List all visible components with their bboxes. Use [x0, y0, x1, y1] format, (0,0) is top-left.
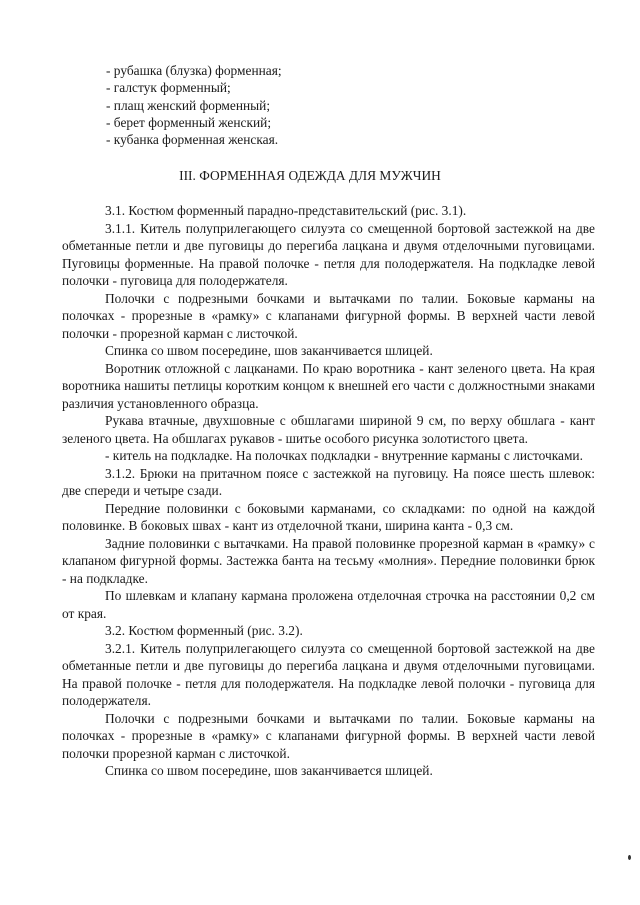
document-body: [62, 202, 595, 780]
paragraph: Передние половинки с боковыми карманами, со складками: по одной на каждой половинке. В боковых швах - кант из отделочной ткани, ширина канта - 0,3 см.: [62, 500, 595, 533]
list-item: - рубашка (блузка) форменная;: [106, 63, 282, 78]
scan-speck: [628, 855, 631, 860]
paragraph: 3.1.1. Китель полуприлегающего силуэта со смещенной бортовой застежкой на две обметанные петли и две пуговицы до перегиба лацкана и двумя отделочными пуговицами. Пуговицы форменные. На правой полочке - петля для полодержателя. На подкладке левой полочки - пуговица для полодержателя.: [62, 220, 595, 288]
list-item: - плащ женский форменный;: [106, 97, 271, 113]
paragraph: 3.2.1. Китель полуприлегающего силуэта со смещенной бортовой застежкой на две обметанные петли и две пуговицы до перегиба лацкана и двумя отделочными пуговицами. На правой полочке - петля для полодержателя. На подкладке левой полочки - пуговица для полодержателя.: [62, 640, 595, 708]
paragraph: Полочки с подрезными бочками и вытачками по талии. Боковые карманы на полочках - прорезные в «рамку» с клапанами фигурной формы. В верхней части левой полочки - прорезной карман с листочкой.: [62, 290, 595, 341]
paragraph: Рукава втачные, двухшовные с обшлагами шириной 9 см, по верху обшлага - кант зеленого цвета. На обшлагах рукавов - шитье особого рисунка золотистого цвета.: [62, 413, 595, 446]
list-item: - галстук форменный;: [106, 80, 231, 96]
paragraph: 3.1. Костюм форменный парадно-представительский (рис. 3.1).: [105, 203, 467, 218]
paragraph: - китель на подкладке. На полочках подкладки - внутренние карманы с листочками.: [105, 448, 583, 463]
list-item: - кубанка форменная женская.: [106, 132, 279, 148]
paragraph: Воротник отложной с лацканами. По краю воротника - кант зеленого цвета. На края воротника нашиты петлицы коротким концом к внешней его части с должностными знаками различия установленного образца.: [62, 360, 595, 411]
paragraph: 3.2. Костюм форменный (рис. 3.2).: [105, 623, 303, 638]
list-item: - берет форменный женский;: [106, 114, 272, 130]
section-heading: III. ФОРМЕННАЯ ОДЕЖДА ДЛЯ МУЖЧИН: [179, 168, 441, 183]
paragraph: 3.1.2. Брюки на притачном поясе с застежкой на пуговицу. На поясе шесть шлевок: две спереди и четыре сзади.: [62, 465, 595, 498]
uniform-items-list: [106, 62, 282, 148]
paragraph: Полочки с подрезными бочками и вытачками по талии. Боковые карманы на полочках - прорезные в «рамку» с клапанами фигурной формы. В верхней части левой полочки прорезной карман с листочкой.: [62, 710, 595, 761]
paragraph: Спинка со швом посередине, шов заканчивается шлицей.: [105, 343, 433, 358]
paragraph: Задние половинки с вытачками. На правой половинке прорезной карман в «рамку» с клапаном фигурной формы. Застежка банта на тесьму «молния». Передние половинки брюк - на подкладке.: [62, 535, 595, 586]
paragraph: Спинка со швом посередине, шов заканчивается шлицей.: [105, 763, 433, 778]
paragraph: По шлевкам и клапану кармана проложена отделочная строчка на расстоянии 0,2 см от края.: [62, 588, 595, 621]
